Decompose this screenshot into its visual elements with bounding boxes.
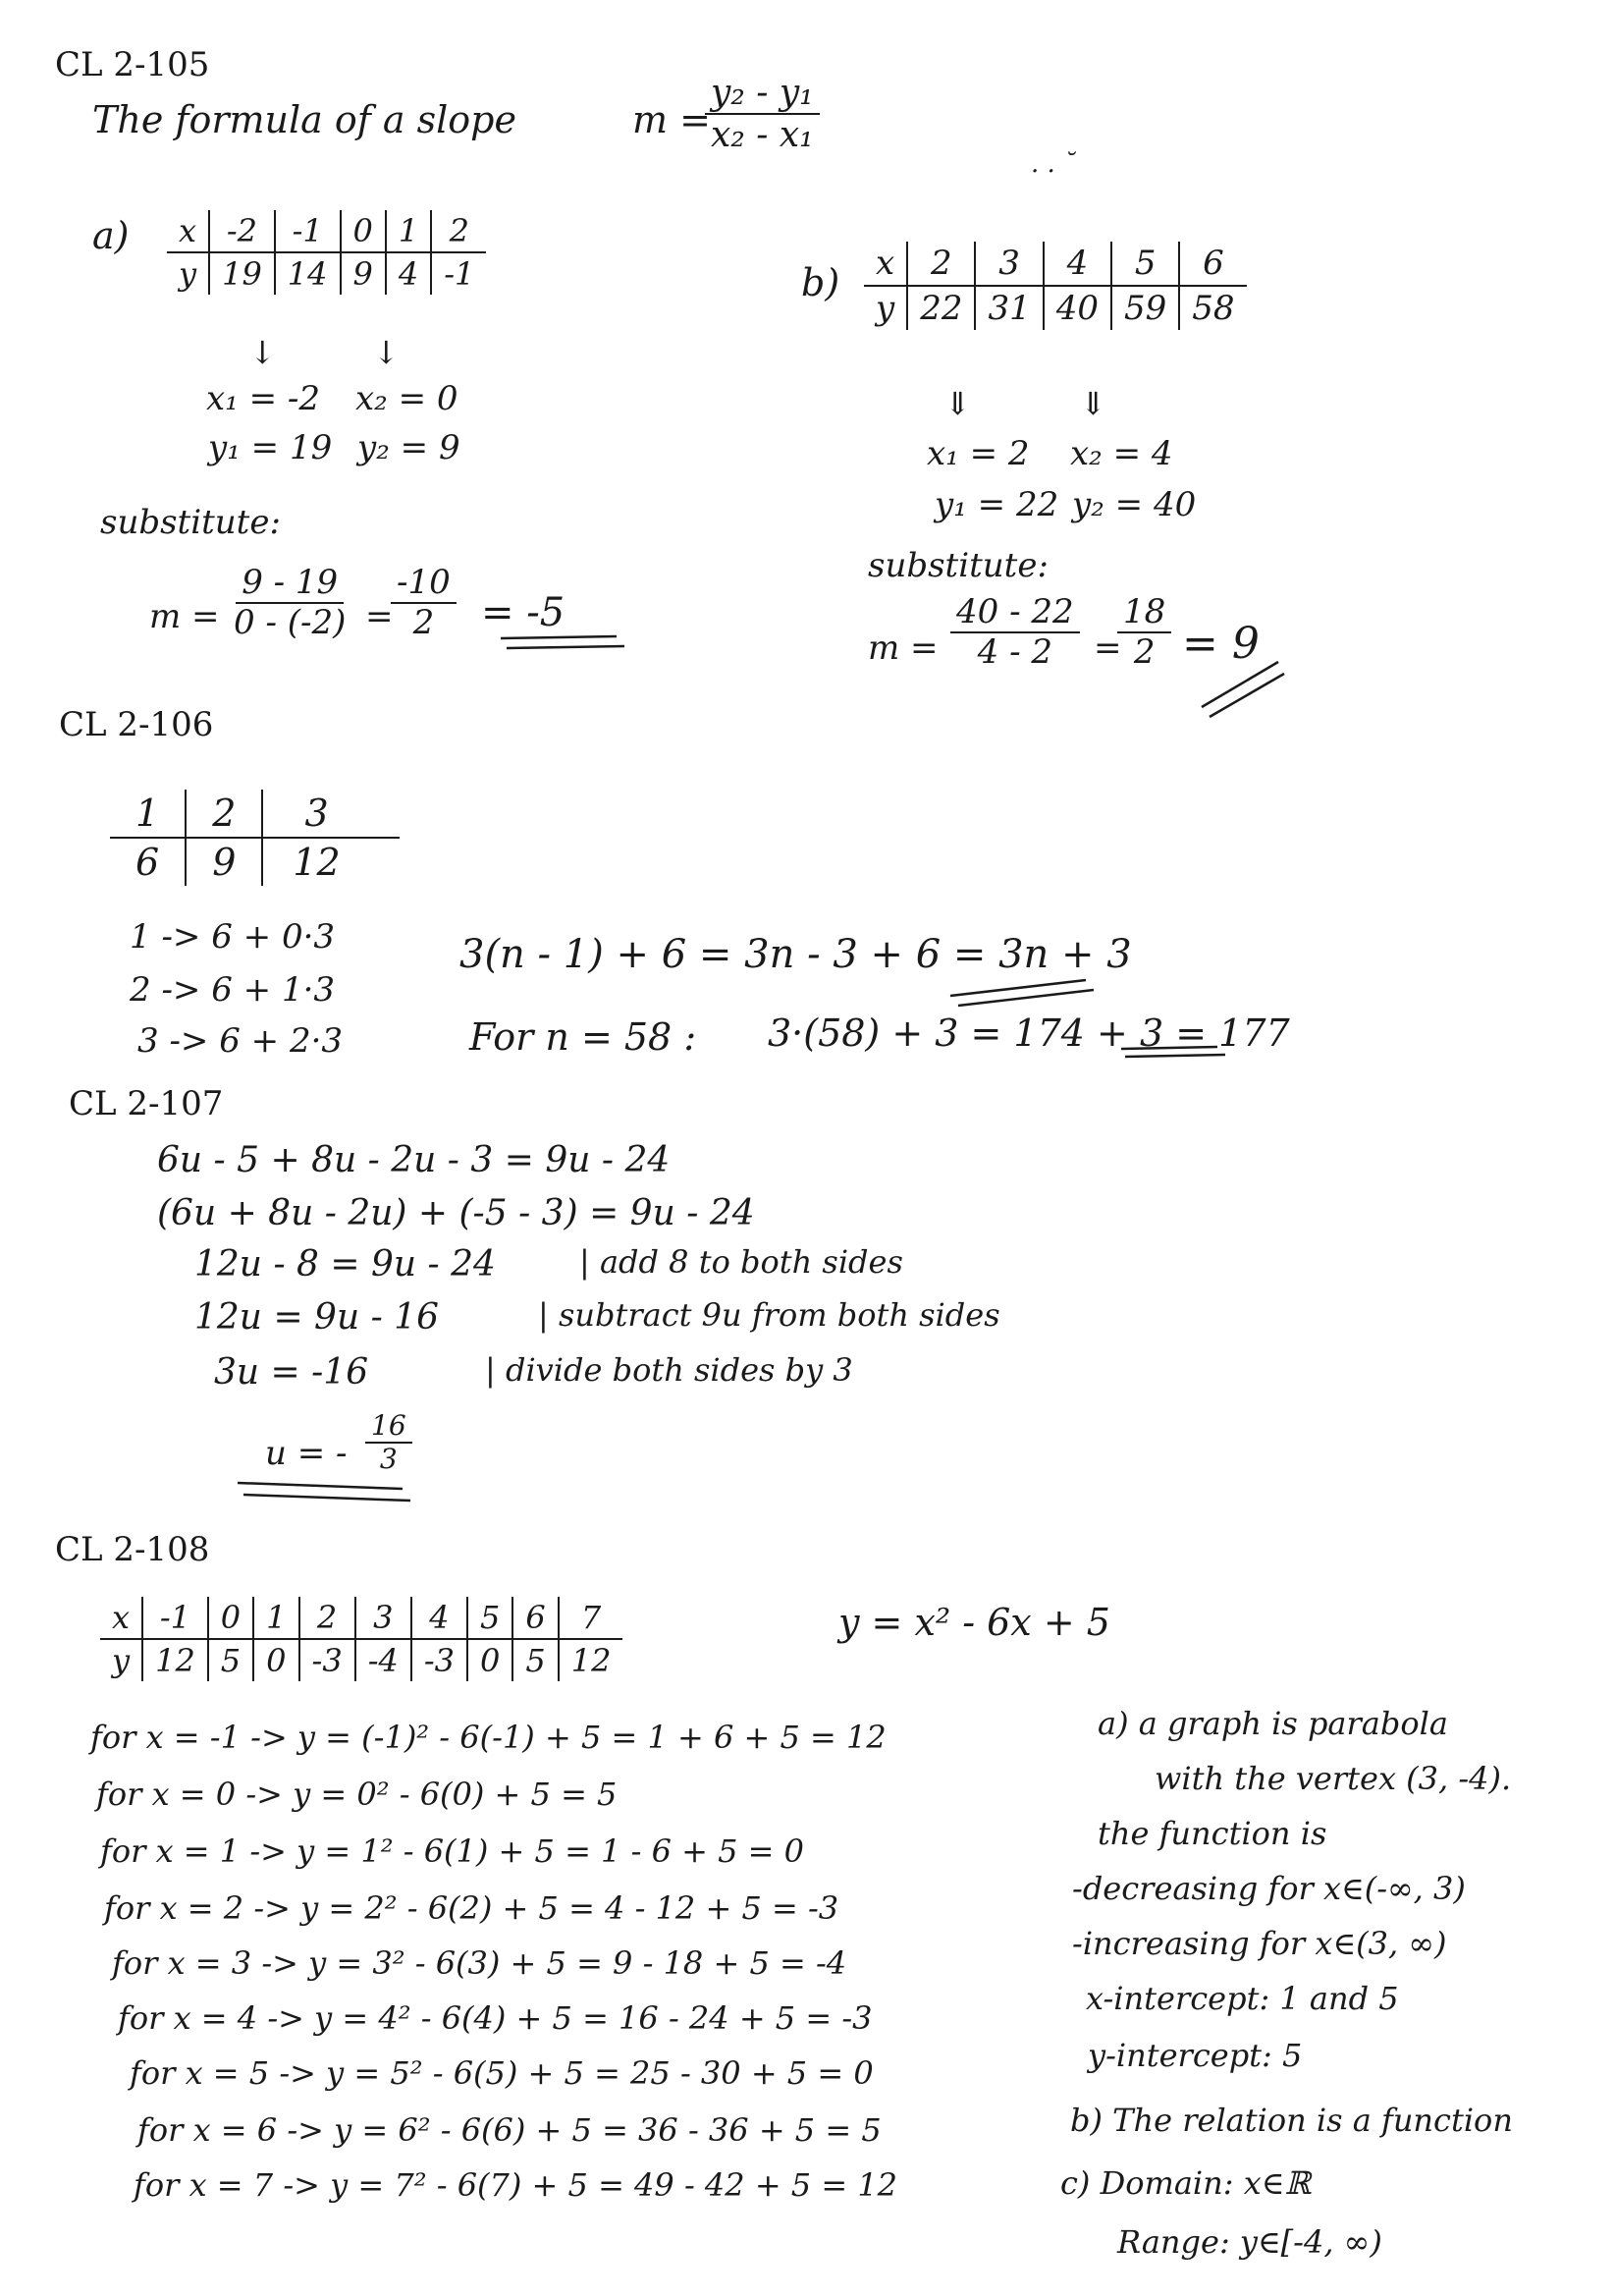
- fraction-numerator: 40 - 22: [950, 593, 1080, 633]
- table-cell: x: [864, 242, 907, 286]
- analysis-note: b) The relation is a function: [1070, 2102, 1513, 2139]
- part-a-table: [167, 210, 486, 295]
- part-a-label: a): [92, 214, 130, 257]
- part-b-x1: x₁ = 2: [927, 434, 1030, 473]
- part-b-result: = 9: [1182, 619, 1260, 669]
- fraction-denominator: 2: [412, 603, 435, 643]
- table-cell: 9: [341, 252, 386, 295]
- table-cell: -3: [411, 1639, 467, 1681]
- slope-formula-fraction: [705, 73, 820, 156]
- table-row: [864, 286, 1247, 330]
- table-cell: x: [100, 1597, 142, 1639]
- part-a-y1: y₁ = 19: [208, 428, 333, 467]
- fraction-denominator: 0 - (-2): [234, 603, 347, 643]
- analysis-note: with the vertex (3, -4).: [1155, 1760, 1512, 1797]
- table-cell: 5: [467, 1597, 512, 1639]
- analysis-note: -increasing for x∈(3, ∞): [1072, 1925, 1447, 1962]
- table-cell: 22: [907, 286, 975, 330]
- evaluation-row: for x = 1 -> y = 1² - 6(1) + 5 = 1 - 6 + 5 = 0: [100, 1832, 804, 1870]
- evaluation-row: for x = 6 -> y = 6² - 6(6) + 5 = 36 - 36 + 5 = 5: [137, 2111, 882, 2149]
- fraction-numerator: 9 - 19: [236, 564, 344, 604]
- part-a-m-lhs: m =: [149, 597, 220, 636]
- equation-line-3: 12u - 8 = 9u - 24: [194, 1244, 496, 1285]
- double-underline: [236, 1479, 412, 1506]
- equation-line-5: 3u = -16: [214, 1352, 369, 1393]
- parabola-equation: y = x² - 6x + 5: [838, 1601, 1110, 1644]
- evaluation-row: for x = 4 -> y = 4² - 6(4) + 5 = 16 - 24 + 5 = -3: [118, 1999, 873, 2037]
- table-cell: 3: [262, 790, 399, 838]
- equation-line-2: (6u + 8u - 2u) + (-5 - 3) = 9u - 24: [157, 1193, 755, 1233]
- sequence-line-1: 1 -> 6 + 0·3: [130, 917, 336, 957]
- down-arrow-icon: ↓: [249, 334, 276, 371]
- part-a-y2: y₂ = 9: [357, 428, 460, 467]
- table-cell: 1: [386, 210, 431, 252]
- table-cell: 3: [975, 242, 1043, 286]
- analysis-note: the function is: [1098, 1815, 1327, 1852]
- table-cell: 14: [275, 252, 341, 295]
- evaluation-row: for x = 5 -> y = 5² - 6(5) + 5 = 25 - 30 + 5 = 0: [130, 2054, 874, 2092]
- table-row: [110, 790, 400, 838]
- table-row: [110, 838, 400, 886]
- stray-dots: . . ˘: [1031, 149, 1077, 179]
- down-arrow-icon: ↓: [373, 334, 400, 371]
- part-a-x2: x₂ = 0: [355, 379, 458, 418]
- slope-formula-lhs: m =: [632, 98, 711, 141]
- table-cell: y: [876, 289, 895, 328]
- table-cell: y: [179, 255, 197, 293]
- table-cell: 4: [1044, 242, 1111, 286]
- heading-cl-2-105: CL 2-105: [55, 45, 210, 84]
- sequence-table: [110, 790, 400, 886]
- table-cell: 1: [253, 1597, 298, 1639]
- answer-u-lhs: u = -: [265, 1434, 348, 1473]
- part-a-x1: x₁ = -2: [206, 379, 321, 418]
- table-cell: 3: [355, 1597, 411, 1639]
- part-b-y2: y₂ = 40: [1072, 485, 1197, 524]
- table-cell: 2: [186, 790, 262, 838]
- fraction-numerator: -10: [391, 564, 457, 604]
- analysis-note: x-intercept: 1 and 5: [1086, 1980, 1399, 2017]
- evaluation-row: for x = 3 -> y = 3² - 6(3) + 5 = 9 - 18 + 5 = -4: [112, 1944, 847, 1982]
- table-cell: 4: [386, 252, 431, 295]
- equation-note-3: | add 8 to both sides: [579, 1243, 903, 1281]
- equation-note-5: | divide both sides by 3: [485, 1351, 853, 1389]
- part-b-fraction-2: [1117, 593, 1171, 672]
- table-cell: 6: [135, 841, 160, 884]
- equation-line-1: 6u - 5 + 8u - 2u - 3 = 9u - 24: [157, 1140, 671, 1180]
- table-cell: 5: [512, 1639, 558, 1681]
- equation-note-4: | subtract 9u from both sides: [538, 1296, 1000, 1334]
- part-b-x2: x₂ = 4: [1070, 434, 1173, 473]
- fraction-numerator: 18: [1117, 593, 1171, 633]
- table-cell: 2: [431, 210, 486, 252]
- table-row: [864, 242, 1247, 286]
- table-cell: 9: [186, 838, 262, 886]
- slope-formula-denominator: x₂ - x₁: [711, 115, 814, 156]
- fraction-numerator: 16: [365, 1410, 412, 1444]
- table-cell: 7: [559, 1597, 623, 1639]
- fraction-denominator: 3: [379, 1443, 398, 1476]
- double-underline: [1119, 1043, 1227, 1063]
- table-cell: 6: [512, 1597, 558, 1639]
- part-a-result: = -5: [481, 590, 565, 635]
- part-a-fraction-2: [391, 564, 457, 642]
- table-cell: 12: [142, 1639, 208, 1681]
- evaluation-row: for x = 7 -> y = 7² - 6(7) + 5 = 49 - 42 + 5 = 12: [134, 2166, 898, 2204]
- table-cell: -2: [209, 210, 275, 252]
- part-b-fraction-1: [950, 593, 1080, 672]
- analysis-note: y-intercept: 5: [1088, 2037, 1303, 2074]
- heading-cl-2-107: CL 2-107: [69, 1084, 224, 1123]
- part-b-m-lhs: m =: [868, 629, 939, 668]
- sequence-line-3: 3 -> 6 + 2·3: [137, 1021, 344, 1061]
- double-underline: [948, 974, 1096, 1010]
- analysis-note: c) Domain: x∈ℝ: [1060, 2164, 1312, 2202]
- part-b-label: b): [801, 261, 840, 304]
- table-cell: -1: [142, 1597, 208, 1639]
- part-b-substitute: substitute:: [868, 546, 1049, 585]
- table-cell: 4: [411, 1597, 467, 1639]
- table-cell: -3: [299, 1639, 355, 1681]
- table-cell: 40: [1044, 286, 1111, 330]
- part-a-substitute: substitute:: [100, 503, 281, 542]
- table-row: [167, 210, 486, 252]
- fraction-denominator: 4 - 2: [977, 632, 1052, 673]
- table-cell: 1: [110, 790, 186, 838]
- table-row: [100, 1639, 622, 1681]
- fraction-denominator: 2: [1133, 632, 1156, 673]
- table-cell: 58: [1179, 286, 1246, 330]
- table-cell: 2: [907, 242, 975, 286]
- down-arrow-icon: ⇓: [944, 385, 971, 422]
- table-cell: 31: [975, 286, 1043, 330]
- table-cell: -1: [275, 210, 341, 252]
- general-term: 3(n - 1) + 6 = 3n - 3 + 6 = 3n + 3: [459, 932, 1132, 977]
- answer-u-fraction: [365, 1410, 412, 1475]
- table-cell: 0: [341, 210, 386, 252]
- part-b-table: [864, 242, 1247, 330]
- table-row: [100, 1597, 622, 1639]
- table-cell: 12: [559, 1639, 623, 1681]
- for-n-label: For n = 58 :: [469, 1015, 697, 1059]
- double-underline: [1198, 652, 1286, 721]
- table-cell: x: [167, 210, 209, 252]
- part-b-y1: y₁ = 22: [935, 485, 1059, 524]
- evaluation-row: for x = 0 -> y = 0² - 6(0) + 5 = 5: [96, 1776, 618, 1813]
- part-a-fraction-1: [228, 564, 351, 642]
- slope-formula-numerator: y₂ - y₁: [705, 73, 820, 115]
- table-cell: -1: [431, 252, 486, 295]
- table-cell: 5: [208, 1639, 253, 1681]
- part-a-equals: =: [365, 597, 394, 636]
- table-cell: -4: [355, 1639, 411, 1681]
- slope-formula-intro: The formula of a slope: [92, 98, 516, 141]
- double-underline: [499, 632, 626, 656]
- table-cell: 6: [1179, 242, 1246, 286]
- table-cell: 5: [1111, 242, 1179, 286]
- analysis-note: a) a graph is parabola: [1098, 1705, 1448, 1742]
- equation-line-4: 12u = 9u - 16: [194, 1297, 439, 1338]
- heading-cl-2-108: CL 2-108: [55, 1530, 210, 1569]
- table-cell: y: [112, 1642, 131, 1679]
- analysis-note: Range: y∈[-4, ∞): [1117, 2223, 1382, 2261]
- evaluation-row: for x = -1 -> y = (-1)² - 6(-1) + 5 = 1 + 6 + 5 = 12: [90, 1719, 887, 1756]
- sequence-line-2: 2 -> 6 + 1·3: [130, 970, 336, 1010]
- table-cell: 0: [467, 1639, 512, 1681]
- table-cell: 19: [209, 252, 275, 295]
- evaluation-row: for x = 2 -> y = 2² - 6(2) + 5 = 4 - 12 + 5 = -3: [104, 1889, 839, 1927]
- n58-calculation: 3·(58) + 3 = 174 + 3 = 177: [768, 1011, 1290, 1055]
- table-cell: 0: [208, 1597, 253, 1639]
- table-cell: 12: [262, 838, 399, 886]
- down-arrow-icon: ⇓: [1080, 385, 1106, 422]
- table-cell: 59: [1111, 286, 1179, 330]
- heading-cl-2-106: CL 2-106: [59, 705, 214, 744]
- table-row: [167, 252, 486, 295]
- parabola-table: [100, 1597, 622, 1681]
- part-b-equals: =: [1094, 629, 1122, 668]
- analysis-note: -decreasing for x∈(-∞, 3): [1072, 1870, 1466, 1907]
- table-cell: 2: [299, 1597, 355, 1639]
- table-cell: 0: [253, 1639, 298, 1681]
